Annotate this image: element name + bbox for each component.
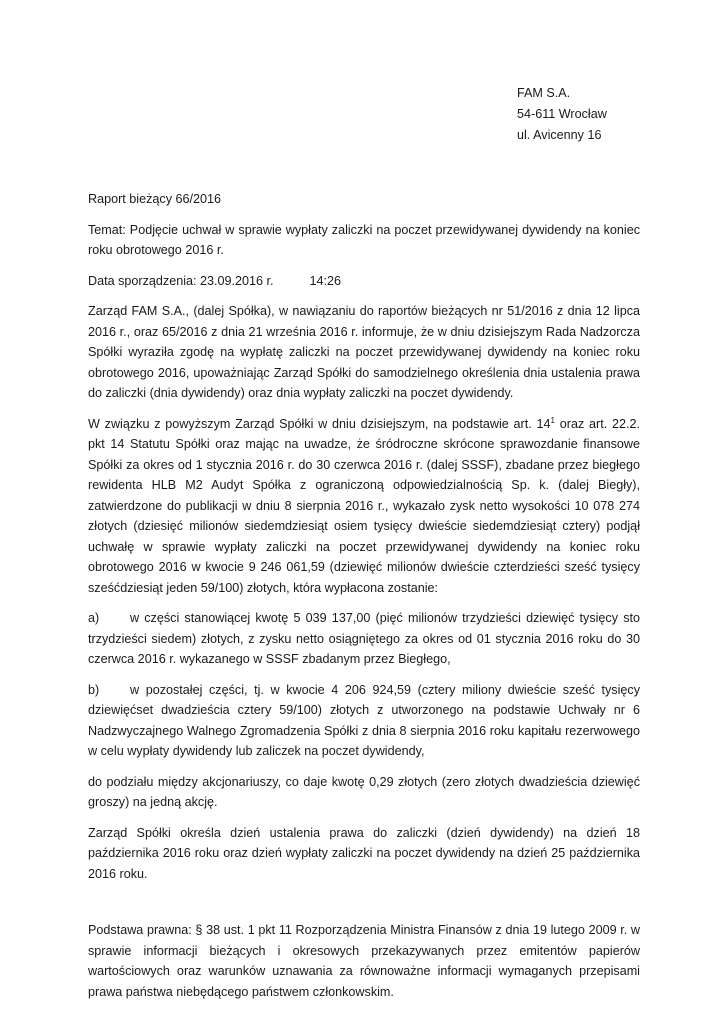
- list-item-b-label: b): [88, 682, 100, 697]
- legal-basis: Podstawa prawna: § 38 ust. 1 pkt 11 Rozporządzenia Ministra Finansów z dnia 19 lutego 2009 r. w sprawie informacji bieżących i okresowych przekazywanych przez emitentów papierów wartościowych oraz warunków uznawania za równoważne informacji wymaganych przepisami prawa państwa niebędącego państwem członkowskim.: [88, 923, 640, 999]
- company-address: [517, 83, 607, 146]
- company-city: 54-611 Wrocław: [517, 107, 607, 121]
- report-title: Raport bieżący 66/2016: [88, 192, 222, 206]
- company-street: ul. Avicenny 16: [517, 128, 602, 142]
- list-item-a-label: a): [88, 611, 100, 625]
- list-item-b-text: w pozostałej części, tj. w kwocie 4 206 924,59 (cztery miliony dwieście sześć tysięcy dziewięćset dwadzieścia cztery 59/100) złotych z utworzonego na podstawie Uchwały nr 6 Nadzwyczajnego Walnego Zgromadzenia Spółki z dnia 8 sierpnia 2016 roku kapitału rezerwowego w celu wypłaty dywidendy lub zaliczek na poczet dywidendy,: [88, 682, 640, 758]
- report-time: 14:26: [309, 273, 342, 288]
- list-item-a: [88, 608, 640, 670]
- company-name: FAM S.A.: [517, 86, 571, 100]
- paragraph-2: [88, 414, 640, 599]
- paragraph-1: Zarząd FAM S.A., (dalej Spółka), w nawiązaniu do raportów bieżących nr 51/2016 z dnia 12 lipca 2016 r., oraz 65/2016 z dnia 21 września 2016 r. informuje, że w dniu dzisiejszym Rada Nadzorcza Spółki wyraziła zgodę na wypłatę zaliczki na poczet przewidywanej dywidendy na koniec roku obrotowego 2016, upoważniając Zarząd Spółki do samodzielnego określenia dnia ustalenia prawa do zaliczki (dnia dywidendy) oraz dnia wypłaty zaliczki na poczet dywidendy.: [88, 304, 640, 400]
- paragraph-2-part-b: oraz art. 22.2. pkt 14 Statutu Spółki oraz mając na uwadze, że śródroczne skrócone sprawozdanie finansowe Spółki za okres od 1 stycznia 2016 r. do 30 czerwca 2016 r. (dalej SSSF), zbadane przez biegłego rewidenta HLB M2 Audyt Spółka z ograniczoną odpowiedzialnością Sp. k. (dalej Biegły), zatwierdzone do publikacji w dniu 8 sierpnia 2016 r., wykazało zysk netto wysokości 10 078 274 złotych (dziesięć milionów siedemdziesiąt osiem tysięcy dwieście siedemdziesiąt cztery) podjął uchwałę w sprawie wypłaty zaliczki na poczet przewidywanej dywidendy na koniec roku obrotowego 2016 w kwocie 9 246 061,59 (dziewięć milionów dwieście czterdzieści sześć tysięcy sześćdziesiąt jeden 59/100) złotych, która wypłacona zostanie:: [88, 416, 640, 595]
- paragraph-4: Zarząd Spółki określa dzień ustalenia prawa do zaliczki (dzień dywidendy) na dzień 18 października 2016 roku oraz dzień wypłaty zaliczki na poczet dywidendy na dzień 25 października 2016 roku.: [88, 825, 640, 881]
- report-subject: Temat: Podjęcie uchwał w sprawie wypłaty zaliczki na poczet przewidywanej dywidendy na koniec roku obrotowego 2016 r.: [88, 222, 640, 257]
- list-item-a-text: w części stanowiącej kwotę 5 039 137,00 (pięć milionów trzydzieści dziewięć tysięcy sto trzydzieści siedem) złotych, z zysku netto osiągniętego za okres od 01 stycznia 2016 roku do 30 czerwca 2016 r. wykazanego w SSSF zbadanym przez Biegłego,: [88, 611, 640, 666]
- report-body: [88, 189, 640, 1002]
- list-item-b: [88, 680, 640, 762]
- footnote-superscript: 1: [550, 415, 555, 425]
- paragraph-2-part-a: W związku z powyższym Zarząd Spółki w dniu dzisiejszym, na podstawie art. 14: [88, 416, 551, 431]
- date-label: Data sporządzenia: 23.09.2016 r.: [88, 273, 274, 288]
- paragraph-3: do podziału między akcjonariuszy, co daje kwotę 0,29 złotych (zero złotych dwadzieścia dziewięć groszy) na jedną akcję.: [88, 774, 640, 809]
- report-date: [88, 271, 640, 292]
